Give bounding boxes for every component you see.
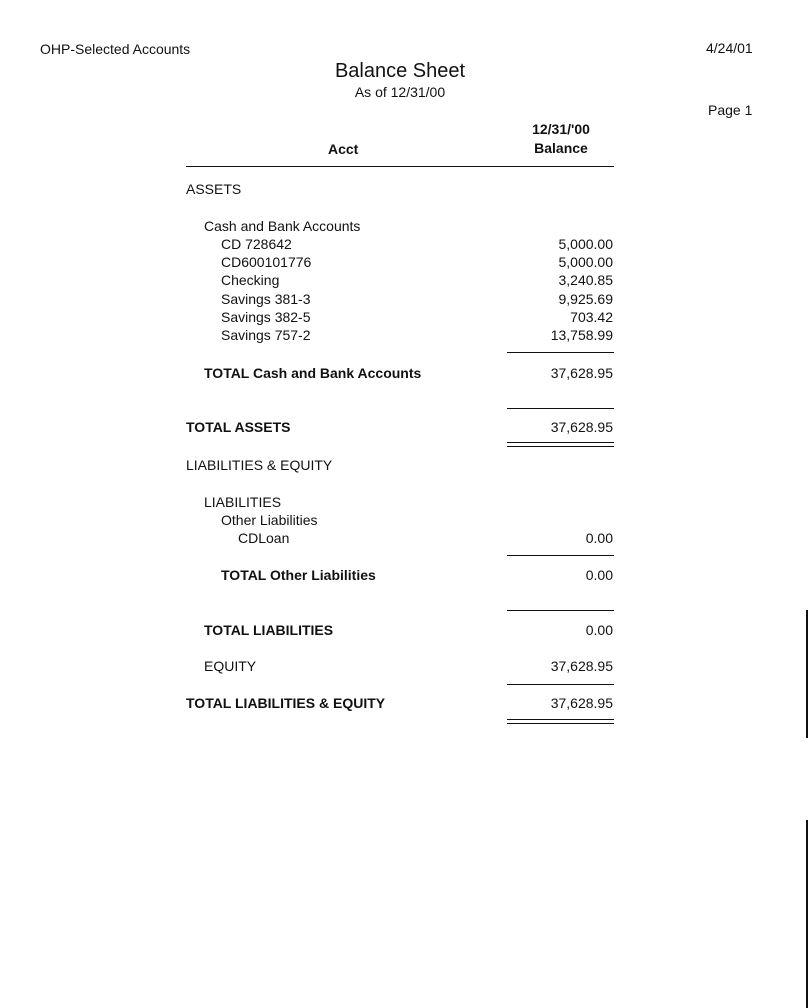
report-account-filter: OHP-Selected Accounts [40,41,191,57]
double-rule-bottom [507,723,614,724]
total-assets-row: TOTAL ASSETS 37,628.95 [186,419,613,435]
double-rule-bottom [507,446,614,447]
section-liabilities-equity: LIABILITIES & EQUITY [186,457,333,473]
group-cash-bank: Cash and Bank Accounts [204,218,361,234]
group-other-liabilities: Other Liabilities [221,512,318,528]
subtotal-rule [507,555,614,556]
balance-date-header: 12/31/'00 [532,121,590,137]
account-row: CDLoan 0.00 [238,530,613,546]
subtotal-rule [507,684,614,685]
section-assets: ASSETS [186,181,242,197]
total-liabilities-row: TOTAL LIABILITIES 0.00 [204,622,613,638]
subtotal-rule [507,610,614,611]
acct-header: Acct [328,141,359,157]
double-rule-top [507,719,614,720]
double-rule-top [507,442,614,443]
group-liabilities: LIABILITIES [204,494,282,510]
total-liabilities-equity-row: TOTAL LIABILITIES & EQUITY 37,628.95 [186,695,613,711]
account-row: Savings 382-5 703.42 [221,309,613,325]
header-rule [186,166,614,167]
subtotal-rule [507,408,614,409]
total-other-liabilities-row: TOTAL Other Liabilities 0.00 [221,567,613,583]
print-date: 4/24/01 [706,40,753,56]
account-row: CD600101776 5,000.00 [221,254,613,270]
account-row: Savings 381-3 9,925.69 [221,291,613,307]
subtotal-rule [507,352,614,353]
total-cash-bank-row: TOTAL Cash and Bank Accounts 37,628.95 [204,365,613,381]
account-row: Savings 757-2 13,758.99 [221,327,613,343]
equity-row: EQUITY 37,628.95 [204,658,613,674]
page-number: Page 1 [708,102,753,118]
balance-header: Balance [534,140,588,156]
account-row: Checking 3,240.85 [221,272,613,288]
report-subtitle: As of 12/31/00 [354,84,446,100]
report-title: Balance Sheet [334,60,466,82]
account-row: CD 728642 5,000.00 [221,236,613,252]
